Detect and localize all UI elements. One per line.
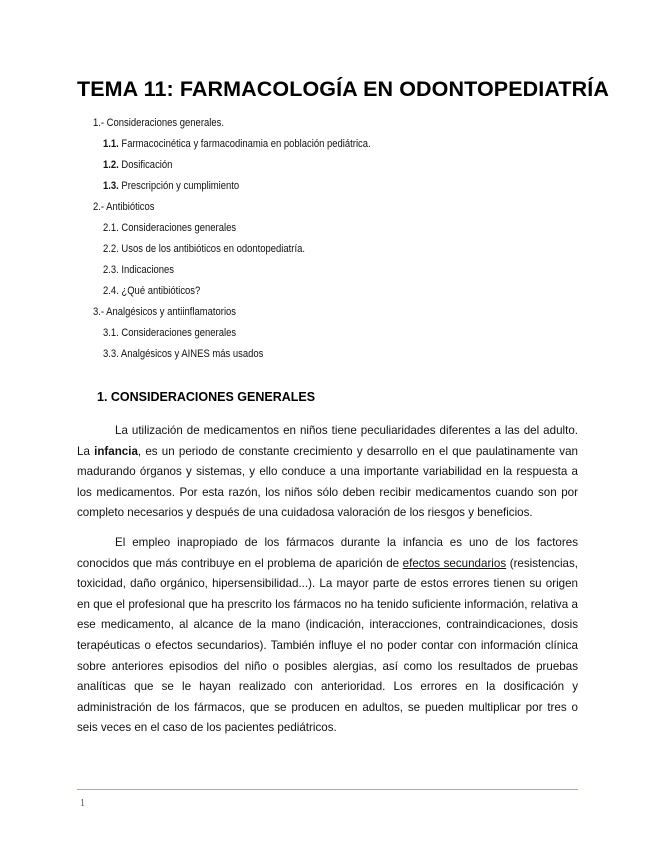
toc-item: [103, 243, 305, 255]
toc-item-number: 3.-: [93, 306, 105, 318]
toc-item-number: 1.3.: [103, 180, 119, 192]
toc-item: [103, 180, 239, 192]
toc-item-number: 3.1.: [103, 327, 119, 339]
toc-item-text: Prescripción y cumplimiento: [121, 180, 240, 192]
toc-item-text: Antibióticos: [106, 201, 155, 213]
toc-item: [103, 159, 172, 171]
toc-item-number: 3.3.: [103, 348, 119, 360]
page-number: 1: [80, 798, 85, 809]
toc-item-text: Analgésicos y AINES más usados: [120, 348, 264, 360]
paragraph-text: La utilización de medicamentos en niños tiene peculiaridades diferentes a las del adulto. La: [77, 424, 578, 458]
toc-item-text: Analgésicos y antiinflamatorios: [106, 306, 237, 318]
toc-item-number: 2.3.: [103, 264, 119, 276]
paragraph-bold-term: infancia: [94, 444, 138, 458]
toc-item: [103, 222, 236, 234]
toc-item-number: 1.-: [93, 117, 105, 129]
toc-item-number: 2.4.: [103, 285, 119, 297]
document-title: TEMA 11: FARMACOLOGÍA EN ODONTOPEDIATRÍA: [77, 77, 609, 101]
toc-item-number: 1.1.: [103, 138, 119, 150]
toc-item-text: Consideraciones generales.: [106, 117, 224, 129]
toc-item-text: Indicaciones: [121, 264, 175, 276]
toc-item: [103, 327, 236, 339]
toc-item-number: 2.-: [93, 201, 105, 213]
toc-item-text: Consideraciones generales: [121, 327, 237, 339]
toc-item: [103, 285, 200, 297]
toc-item: [93, 306, 236, 318]
toc-item-text: Dosificación: [121, 159, 173, 171]
paragraph: [77, 533, 578, 739]
paragraph-underlined-term: efectos secundarios: [402, 556, 507, 570]
toc-item: [103, 138, 371, 150]
toc-item-text: Consideraciones generales: [121, 222, 237, 234]
toc-item: [93, 201, 155, 213]
paragraph-text: El empleo inapropiado de los fármacos durante la infancia es uno de los factores conocidos que más contribuye en el problema de aparición de: [77, 536, 578, 570]
toc-item: [93, 117, 224, 129]
toc-item-text: ¿Qué antibióticos?: [121, 285, 201, 297]
footer-divider: [77, 789, 578, 790]
section-heading: 1. CONSIDERACIONES GENERALES: [97, 390, 316, 404]
toc-item-text: Farmacocinética y farmacodinamia en población pediátrica.: [121, 138, 371, 150]
paragraph-text: , es un periodo de constante crecimiento y desarrollo en el que paulatinamente van madurando órganos y sistemas, y ello conduce a una importante variabilidad en la respuesta a los medicamentos. Por esta razón, los niños sólo deben recibir medicamentos cuando son por completo necesarios y después de una cuidadosa valoración de los riesgos y beneficios.: [77, 444, 578, 520]
toc-item: [103, 264, 174, 276]
toc-item: [103, 348, 263, 360]
toc-item-number: 2.2.: [103, 243, 119, 255]
paragraph: [77, 421, 578, 524]
toc-item-number: 1.2.: [103, 159, 119, 171]
toc-item-text: Usos de los antibióticos en odontopediatría.: [121, 243, 305, 255]
paragraph-text: (resistencias, toxicidad, daño orgánico, hipersensibilidad...). La mayor parte de estos errores tienen su origen en que el profesional que ha prescrito los fármacos no ha tenido suficiente información, relativa a ese medicamento, al alcance de la mano (indicación, interacciones, contraindicaciones, dosis terapéuticas o efectos secundarios). También influye el no poder contar con información clínica sobre anteriores episodios del niño o posibles alergias, así como los resultados de pruebas analíticas que se le hayan realizado con anterioridad. Los errores en la dosificación y administración de los fármacos, que se producen en adultos, se pueden multiplicar por tres o seis veces en el caso de los pacientes pediátricos.: [77, 556, 578, 735]
toc-item-number: 2.1.: [103, 222, 119, 234]
